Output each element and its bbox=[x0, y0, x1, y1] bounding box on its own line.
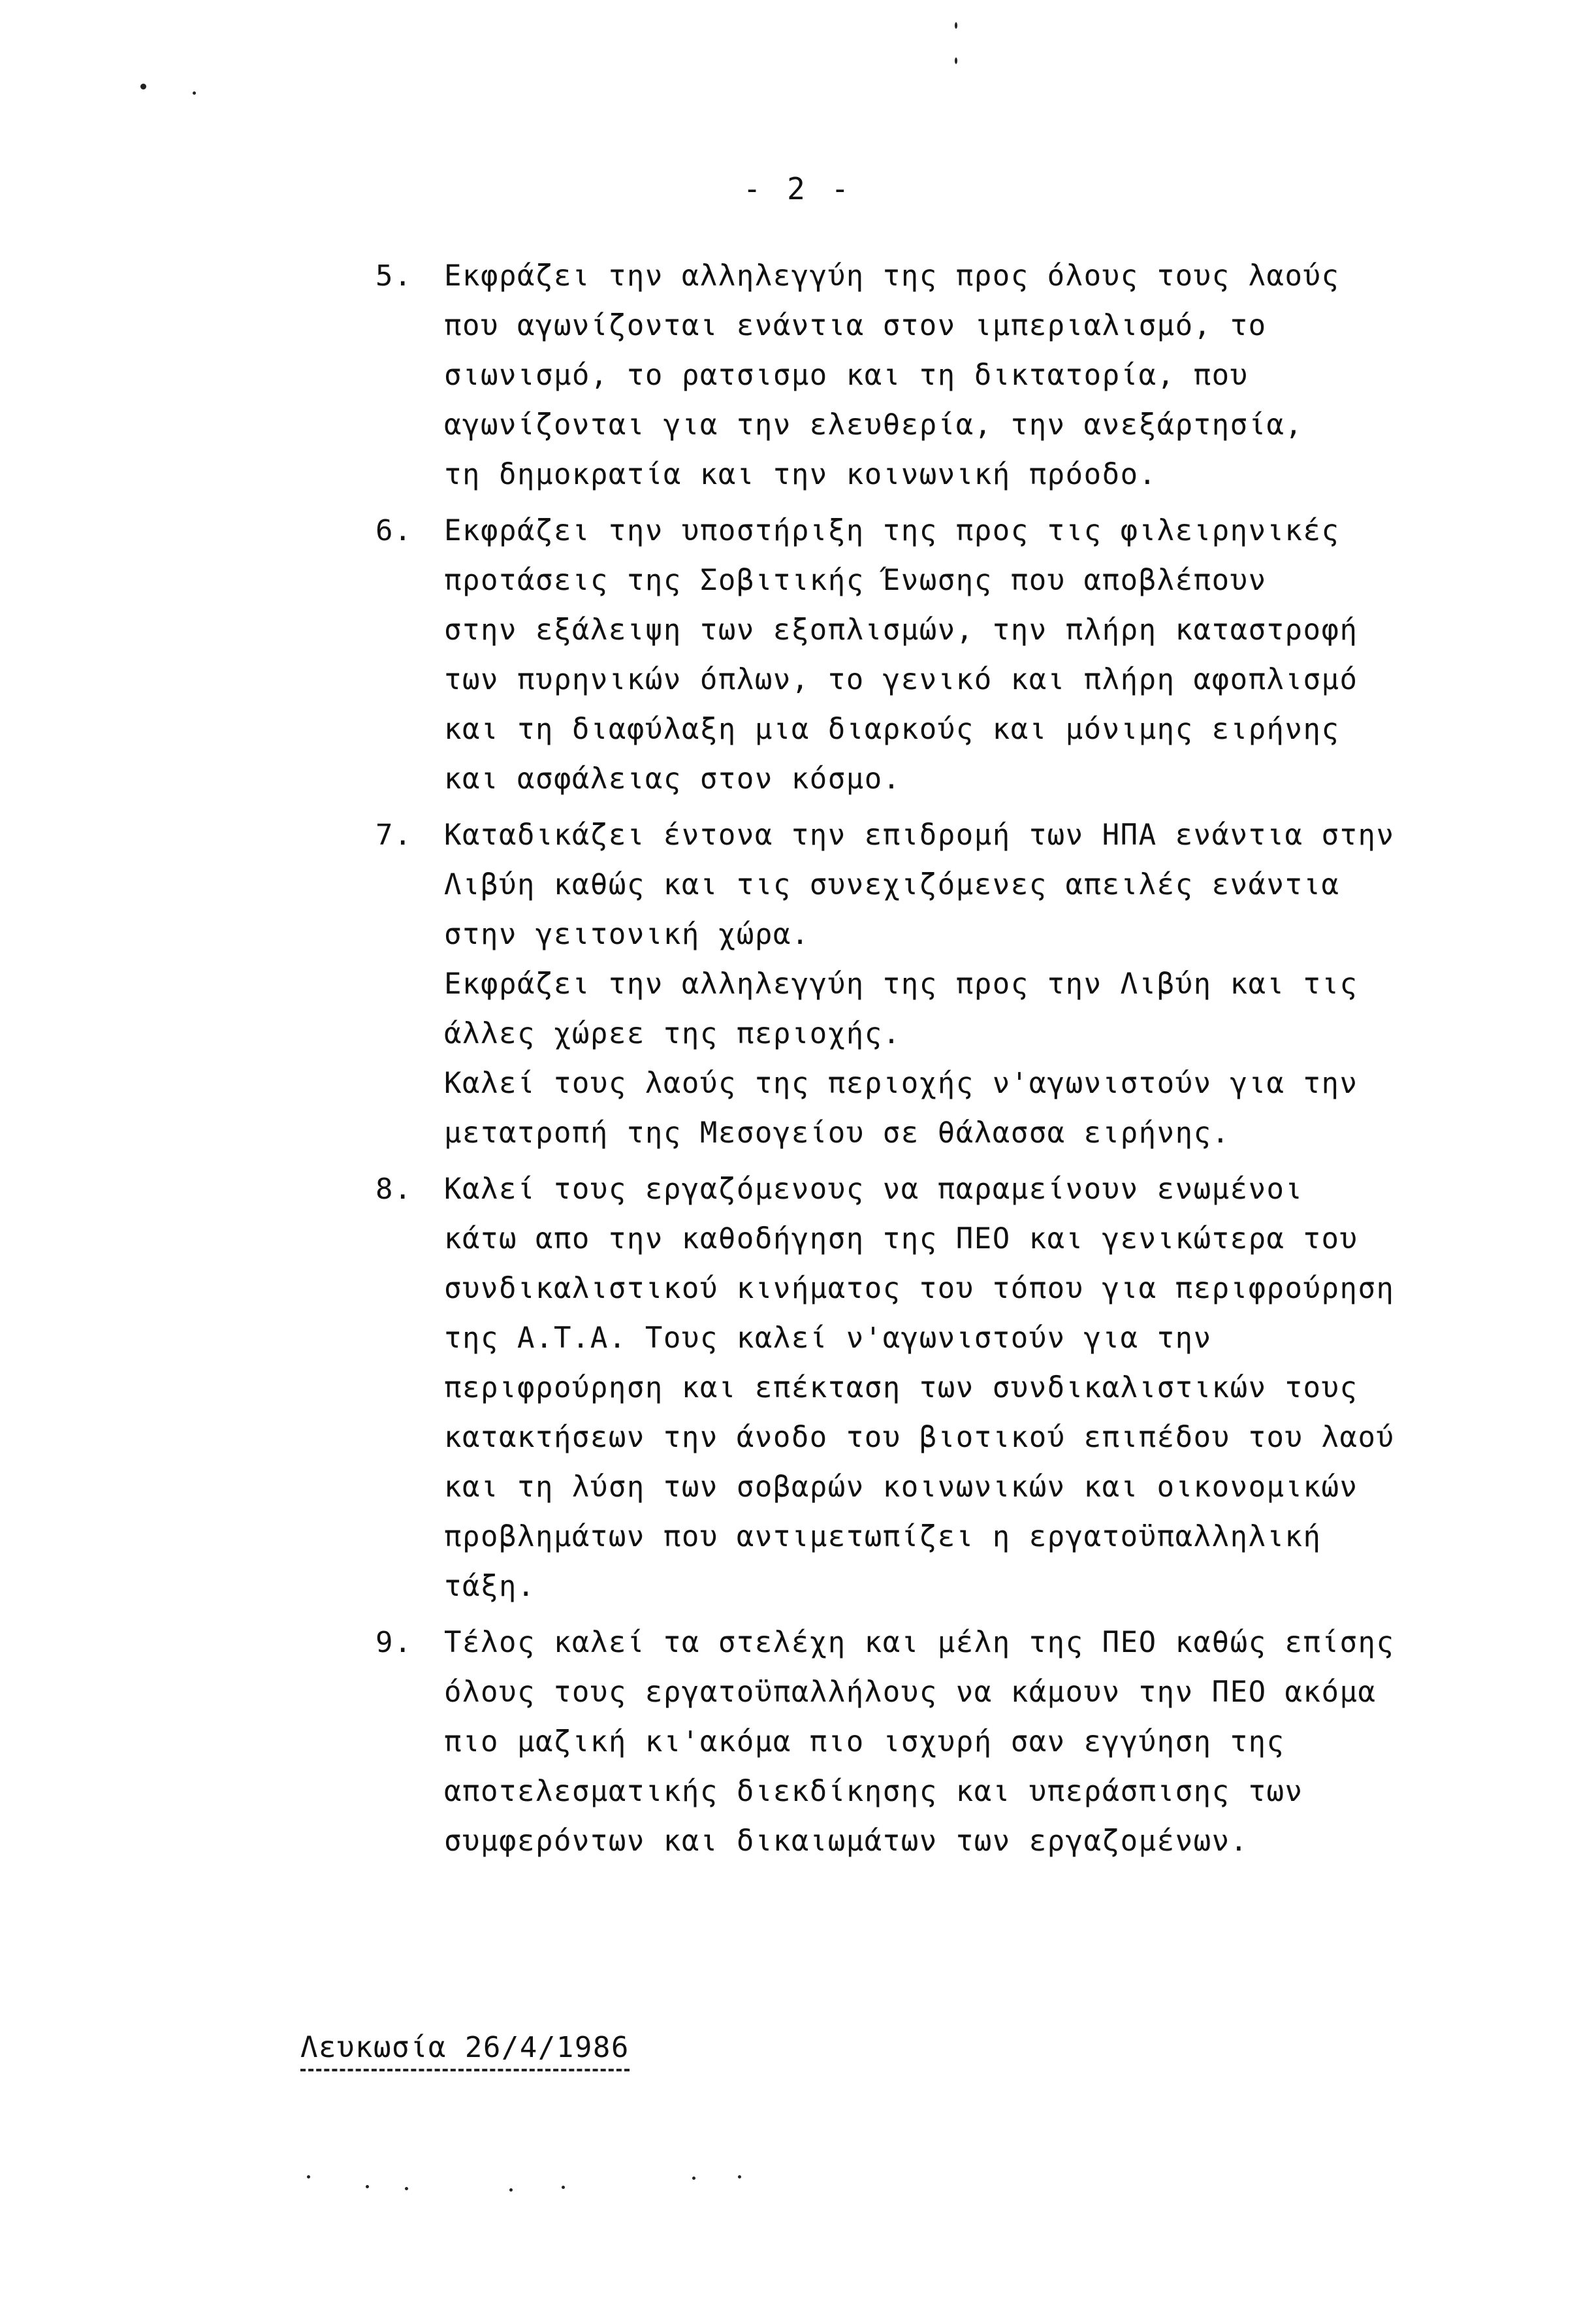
item-text-line: και τη λύση των σοβαρών κοινωνικών και οικονομικών bbox=[444, 1470, 1358, 1504]
item-text-line: Εκφράζει την υποστήριξη της προς τις φιλειρηνικές bbox=[444, 514, 1340, 547]
item-text-line: αγωνίζονται για την ελευθερία, την ανεξάρτησία, bbox=[444, 408, 1303, 442]
scan-speck bbox=[366, 2185, 369, 2188]
scan-speck bbox=[738, 2175, 741, 2179]
item-text-line: Εκφράζει την αλληλεγγύη της προς όλους τους λαούς bbox=[444, 259, 1340, 293]
item-text-line: Καλεί τους λαούς της περιοχής ν'αγωνιστούν για την bbox=[444, 1067, 1358, 1100]
item-text-line: κάτω απο την καθοδήγηση της ΠΕΟ και γενικώτερα του bbox=[444, 1222, 1358, 1255]
scan-speck bbox=[405, 2187, 408, 2190]
item-number: 9. bbox=[375, 1626, 413, 1659]
scan-speck bbox=[509, 2188, 513, 2192]
item-text-line: τάξη. bbox=[444, 1570, 535, 1603]
item-text-line: τη δημοκρατία και την κοινωνική πρόοδο. bbox=[444, 458, 1157, 491]
scan-speck bbox=[955, 22, 957, 29]
item-text-line: της Α.Τ.Α. Τους καλεί ν'αγωνιστούν για την bbox=[444, 1321, 1212, 1355]
item-text-line: και τη διαφύλαξη μια διαρκούς και μόνιμης ειρήνης bbox=[444, 713, 1340, 746]
scan-speck bbox=[140, 84, 146, 89]
list-item bbox=[375, 1618, 1499, 1866]
item-text-line: πιο μαζική κι'ακόμα πιο ισχυρή σαν εγγύηση της bbox=[444, 1725, 1285, 1758]
item-number: 5. bbox=[375, 259, 413, 293]
list-item bbox=[375, 811, 1499, 1158]
item-text-line: Εκφράζει την αλληλεγγύη της προς την Λιβύη και τις bbox=[444, 967, 1358, 1001]
item-text-line: περιφρούρηση και επέκταση των συνδικαλιστικών τους bbox=[444, 1371, 1358, 1404]
item-number: 6. bbox=[375, 514, 413, 547]
item-text-line: που αγωνίζονται ενάντια στον ιμπεριαλισμό, το bbox=[444, 309, 1267, 342]
list-item bbox=[375, 1165, 1499, 1612]
item-text-line: συμφερόντων και δικαιωμάτων των εργαζομένων. bbox=[444, 1824, 1249, 1858]
item-text-line: προτάσεις της Σοβιτικής Ένωσης που αποβλέπουν bbox=[444, 564, 1267, 597]
item-text-line: σιωνισμό, το ρατσισμο και τη δικτατορία, που bbox=[444, 359, 1249, 392]
item-text-line: των πυρηνικών όπλων, το γενικό και πλήρη αφοπλισμό bbox=[444, 663, 1358, 696]
scan-speck bbox=[562, 2186, 565, 2189]
item-text-line: και ασφάλειας στον κόσμο. bbox=[444, 762, 901, 796]
item-number: 8. bbox=[375, 1173, 413, 1206]
item-text-line: άλλες χώρεε της περιοχής. bbox=[444, 1017, 901, 1050]
item-text-line: στην εξάλειψη των εξοπλισμών, την πλήρη καταστροφή bbox=[444, 613, 1358, 647]
item-text-line: Καταδικάζει έντονα την επιδρομή των ΗΠΑ ενάντια στην bbox=[444, 818, 1395, 852]
list-item bbox=[375, 506, 1499, 804]
item-text-line: Καλεί τους εργαζόμενους να παραμείνουν ενωμένοι bbox=[444, 1173, 1303, 1206]
resolution-list bbox=[375, 251, 1499, 1873]
item-text-line: Λιβύη καθώς και τις συνεχιζόμενες απειλές ενάντια bbox=[444, 868, 1340, 901]
page-number: - 2 - bbox=[742, 171, 854, 206]
scan-speck bbox=[193, 91, 196, 95]
item-text-line: μετατροπή της Μεσογείου σε θάλασσα ειρήνης. bbox=[444, 1116, 1230, 1150]
item-text-line: Τέλος καλεί τα στελέχη και μέλη της ΠΕΟ καθώς επίσης bbox=[444, 1626, 1395, 1659]
item-text-line: συνδικαλιστικού κινήματος του τόπου για περιφρούρηση bbox=[444, 1272, 1395, 1305]
item-text-line: προβλημάτων που αντιμετωπίζει η εργατοϋπαλληλική bbox=[444, 1520, 1322, 1553]
item-text-line: αποτελεσματικής διεκδίκησης και υπεράσπισης των bbox=[444, 1775, 1303, 1808]
item-number: 7. bbox=[375, 818, 413, 852]
scan-speck bbox=[955, 57, 957, 64]
item-text-line: κατακτήσεων την άνοδο του βιοτικού επιπέδου του λαού bbox=[444, 1421, 1395, 1454]
list-item bbox=[375, 251, 1499, 500]
item-text-line: στην γειτονική χώρα. bbox=[444, 918, 810, 951]
scan-speck bbox=[307, 2175, 310, 2179]
scan-speck bbox=[692, 2177, 695, 2180]
place-date-signature: Λευκωσία 26/4/1986 bbox=[300, 2028, 630, 2071]
item-text-line: όλους τους εργατοϋπαλλήλους να κάμουν την ΠΕΟ ακόμα bbox=[444, 1676, 1377, 1709]
